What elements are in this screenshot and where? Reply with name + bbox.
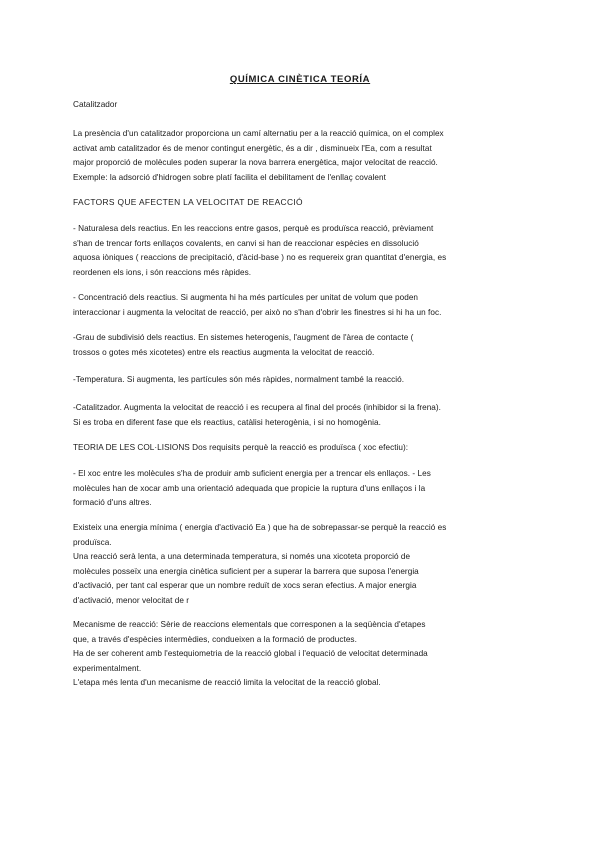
factors-heading: FACTORS QUE AFECTEN LA VELOCITAT DE REACCIÓ — [73, 197, 303, 207]
factor-temperatura: -Temperatura. Si augmenta, les partícules són més ràpides, normalment també la reacció. — [73, 375, 405, 384]
mecanisme-paragraph: Mecanisme de reacció: Sèrie de reaccions elementals que corresponen a la seqüència d'etapes que, a través d'espècies intermèdies, condueixen a la formació de productes. Ha de ser coherent amb l'estequiometria de la reacció global i l'equació de velocitat determinada experimentalment. L'etapa més lenta d'un mecanisme de reacció limita la velocitat de la reacció global. — [73, 620, 428, 688]
factor-subdivisio: -Grau de subdivisió dels reactius. En sistemes heterogenis, l'augment de l'àrea de contacte ( trossos o gotes més xicotetes) entre els reactius augmenta la velocitat de reacció. — [73, 333, 414, 357]
colisions-heading: TEORIA DE LES COL·LISIONS Dos requisits perquè la reacció es produïsca ( xoc efectiu): — [73, 443, 409, 452]
factor-concentracio: - Concentració dels reactius. Si augmenta hi ha més partícules per unitat de volum que poden interaccionar i augmenta la velocitat de reacció, per això no s'han d'obrir les finestres si hi ha un foc. — [73, 293, 442, 317]
catalitzador-heading: Catalitzador — [73, 100, 118, 109]
catalitzador-paragraph: La presència d'un catalitzador proporciona un camí alternatiu per a la reacció química, on el complex activat amb catalitzador és de menor contingut energètic, és a dir , disminueix l'Ea, com a resultat major proporció de molècules poden superar la nova barrera energètica, major velocitat de reacció. Exemple: la adsorció d'hidrogen sobre platí facilita el debilitament de l'enllaç covalent — [73, 129, 444, 182]
page-title: QUÍMICA CINÈTICA TEORÍA — [229, 74, 371, 85]
colisions-energia: Existeix una energia mínima ( energia d'activació Ea ) que ha de sobrepassar-se perquè la reacció es produïsca. Una reacció serà lenta, a una determinada temperatura, si només una xicoteta proporció de molècules posseïx una energia cinètica suficient per a superar la barrera que suposa l'energia d'activació, per tant cal esperar que un nombre reduït de xocs seran efectius. A major energia d'activació, menor velocitat de r — [73, 523, 447, 605]
factor-naturalesa: - Naturalesa dels reactius. En les reaccions entre gasos, perquè es produïsca reacció, prèviament s'han de trencar forts enllaços covalents, en canvi si han de reaccionar espècies en dissolució aquosa iòniques ( reaccions de precipitació, d'àcid-base ) no es requereix gran quantitat d'energia, es reordenen els ions, i són reaccions més ràpides. — [73, 224, 447, 277]
factor-catalitzador: -Catalitzador. Augmenta la velocitat de reacció i es recupera al final del procés (inhibidor si la frena). Si es troba en diferent fase que els reactius, catàlisi heterogènia, i si no homogènia. — [73, 403, 442, 427]
colisions-requisits: - El xoc entre les molècules s'ha de produir amb suficient energia per a trencar els enllaços. - Les molècules han de xocar amb una orientació adequada que propicie la ruptura d'uns enllaços i la formació d'uns altres. — [73, 469, 431, 508]
